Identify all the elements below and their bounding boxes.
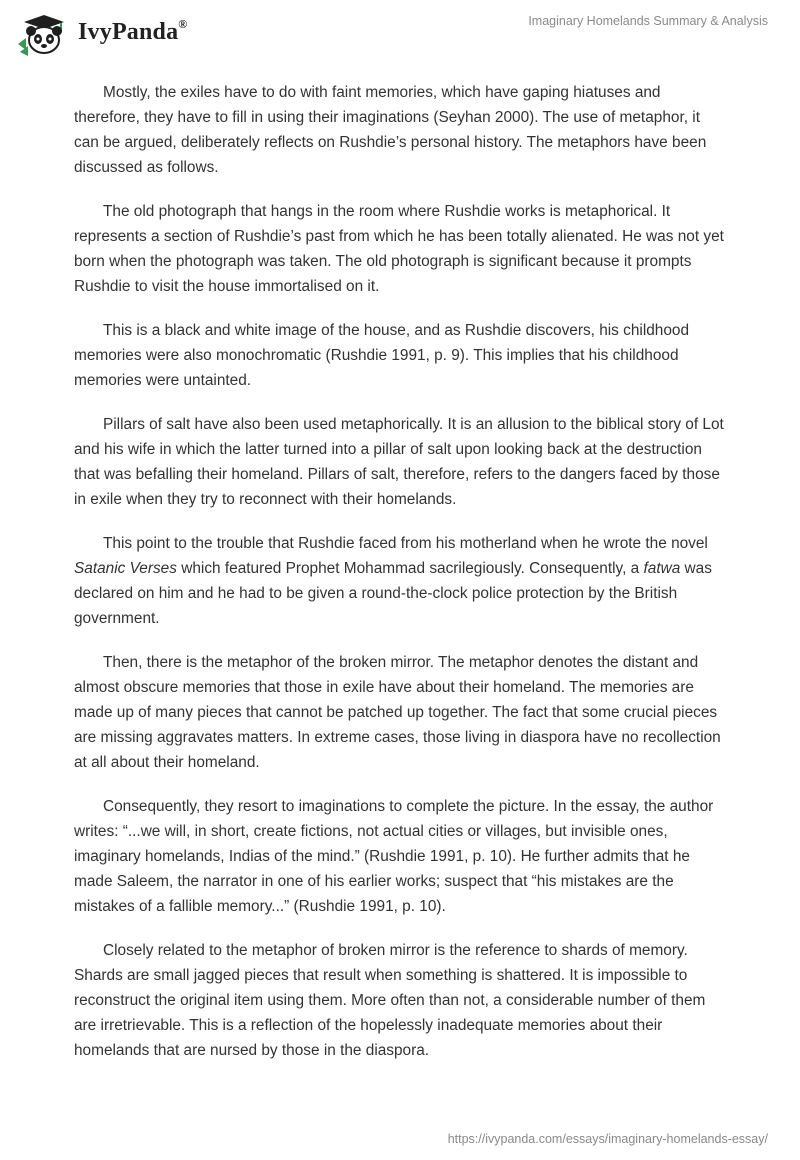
paragraph: Mostly, the exiles have to do with faint memories, which have gaping hiatuses and therefore, they have to fill in using their imaginations (Seyhan 2000). The use of metaphor, it can be argued, deliberately reflects on Rushdie’s personal history. The metaphors have been discussed as follows. (74, 84, 707, 176)
paragraph: The old photograph that hangs in the room where Rushdie works is metaphorical. It represents a section of Rushdie’s past from which he has been totally alienated. He was not yet born when the photograph was taken. The old photograph is significant because it prompts Rushdie to visit the house immortalised on it. (74, 203, 724, 295)
fatwa-term: fatwa (643, 560, 681, 577)
paragraph: Consequently, they resort to imaginations to complete the picture. In the essay, the author writes: “...we will, in short, create fictions, not actual cities or villages, but invisible ones, imaginary homelands, Indias of the mind.” (Rushdie 1991, p. 10). He further admits that he made Saleem, the narrator in one of his earlier works; suspect that “his mistakes are the mistakes of a fallible memory...” (Rushdie 1991, p. 10). (74, 798, 714, 915)
document-title: Imaginary Homelands Summary & Analysis (528, 14, 768, 28)
brand-name[interactable] (78, 19, 187, 46)
registered-mark: ® (178, 17, 188, 31)
paragraph-text: which featured Prophet Mohammad sacrilegiously. Consequently, a (176, 560, 644, 577)
paragraph-text: was declared on him and he had to be given a round-the-clock police protection by the British government. (74, 560, 712, 627)
paragraph-text: This point to the trouble that Rushdie faced from his motherland when he wrote the novel (103, 535, 708, 552)
brand-text: IvyPanda (78, 19, 179, 45)
panda-logo-icon[interactable] (14, 12, 74, 56)
paragraph: This is a black and white image of the house, and as Rushdie discovers, his childhood memories were also monochromatic (Rushdie 1991, p. 9). This implies that his childhood memories were untainted. (74, 322, 690, 389)
paragraph (74, 531, 728, 631)
page-header (0, 0, 800, 70)
essay-body (74, 80, 728, 1082)
paragraph: Closely related to the metaphor of broken mirror is the reference to shards of memory. Shards are small jagged pieces that result when something is shattered. It is impossible to reconstruct the original item using them. More often than not, a considerable number of them are irretrievable. This is a reflection of the hopelessly inadequate memories about their homelands that are nursed by those in the diaspora. (74, 942, 706, 1059)
source-url[interactable]: https://ivypanda.com/essays/imaginary-homelands-essay/ (447, 1132, 768, 1146)
paragraph: Pillars of salt have also been used metaphorically. It is an allusion to the biblical story of Lot and his wife in which the latter turned into a pillar of salt upon looking back at the destruction that was befalling their homeland. Pillars of salt, therefore, refers to the dangers faced by those in exile when they try to reconnect with their homelands. (74, 416, 724, 508)
novel-title: Satanic Verses (74, 560, 177, 577)
paragraph: Then, there is the metaphor of the broken mirror. The metaphor denotes the distant and almost obscure memories that those in exile have about their homeland. The memories are made up of many pieces that cannot be patched up together. The fact that some crucial pieces are missing aggravates matters. In extreme cases, those living in diaspora have no recollection at all about their homeland. (74, 654, 721, 771)
